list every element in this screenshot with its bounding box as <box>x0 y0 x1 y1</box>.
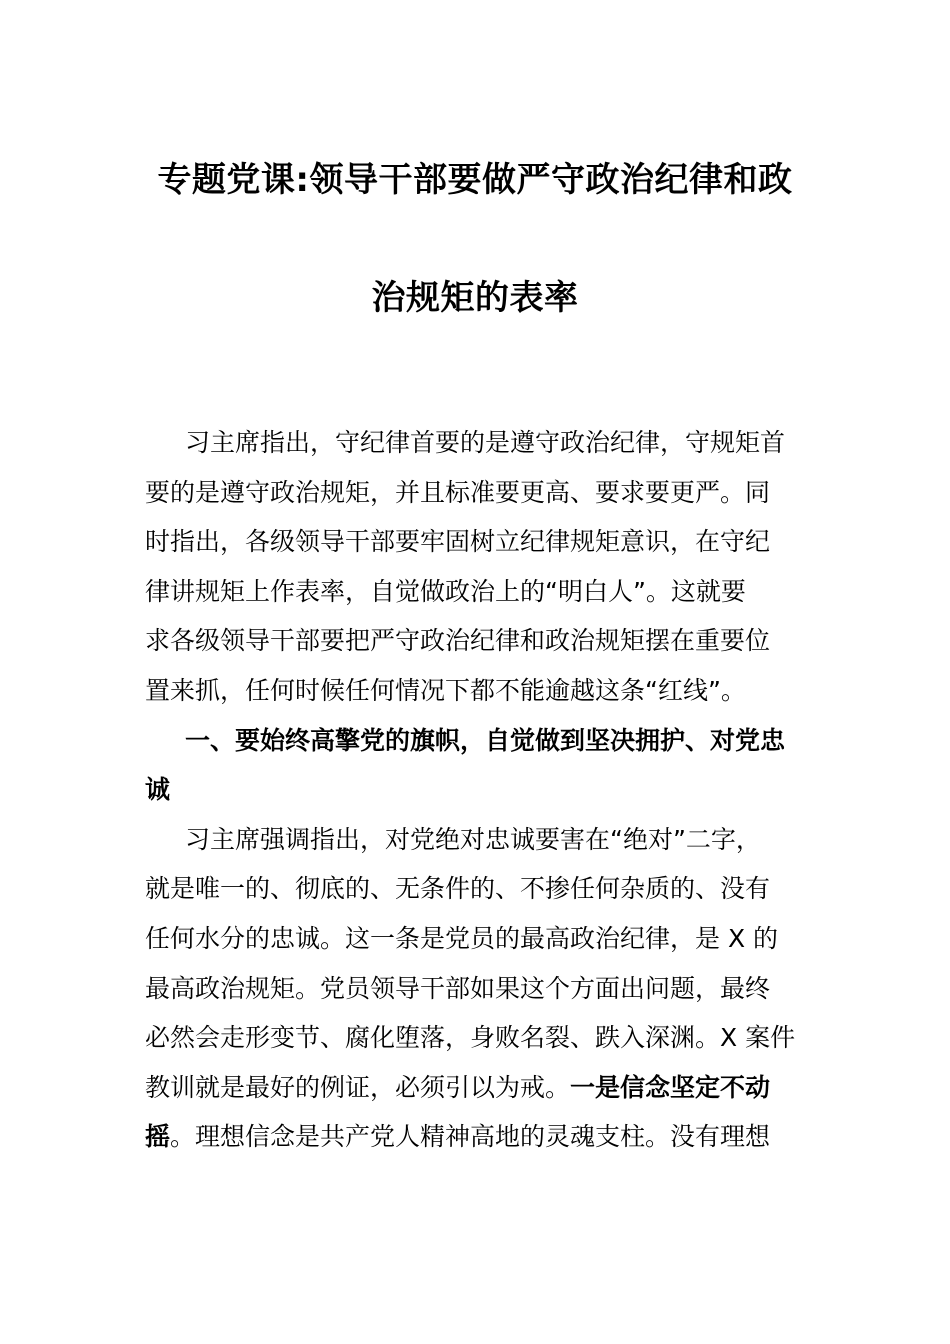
section-heading-1 <box>145 716 809 815</box>
paragraph-loyalty <box>145 815 809 1162</box>
paragraph-line: 就是唯一的、彻底的、无条件的、不掺任何杂质的、没有 <box>145 874 771 904</box>
paragraph-line: 求各级领导干部要把严守政治纪律和政治规矩摆在重要位 <box>145 626 771 656</box>
paragraph-line: 必然会走形变节、腐化堕落，身败名裂、跌入深渊。X 案件 <box>145 1023 796 1053</box>
plain-text: 教训就是最好的例证，必须引以为戒。 <box>145 1072 571 1102</box>
paragraph-intro <box>145 418 809 716</box>
paragraph-line: 时指出，各级领导干部要牢固树立纪律规矩意识，在守纪 <box>145 527 771 557</box>
document-title-line-2: 治规矩的表率 <box>371 278 579 318</box>
paragraph-line-mixed <box>145 1063 809 1113</box>
paragraph-line-mixed <box>145 1112 809 1162</box>
paragraph-line: 律讲规矩上作表率，自觉做政治上的“明白人”。这就要 <box>145 576 746 606</box>
paragraph-line: 习主席指出，守纪律首要的是遵守政治纪律，守规矩首 <box>185 428 786 457</box>
bold-keyphrase: 一是信念坚定不动 <box>570 1072 771 1102</box>
paragraph-line: 习主席强调指出，对党绝对忠诚要害在“绝对”二字， <box>185 824 761 854</box>
document-body <box>145 418 809 1162</box>
paragraph-line: 任何水分的忠诚。这一条是党员的最高政治纪律，是 X 的 <box>145 923 779 953</box>
paragraph-line: 要的是遵守政治规矩，并且标准要更高、要求要更严。同 <box>145 477 771 507</box>
heading-line: 一、要始终高擎党的旗帜，自觉做到坚决拥护、对党忠 <box>185 725 786 755</box>
plain-text: 。理想信念是共产党人精神高地的灵魂支柱。没有理想 <box>170 1122 771 1152</box>
paragraph-line: 置来抓，任何时候任何情况下都不能逾越这条“红线”。 <box>145 675 746 705</box>
heading-line: 诚 <box>145 775 171 805</box>
bold-keyphrase: 摇 <box>145 1122 171 1152</box>
paragraph-line: 最高政治规矩。党员领导干部如果这个方面出问题，最终 <box>145 973 771 1003</box>
document-title-line-1: 专题党课:领导干部要做严守政治纪律和政 <box>157 160 793 200</box>
